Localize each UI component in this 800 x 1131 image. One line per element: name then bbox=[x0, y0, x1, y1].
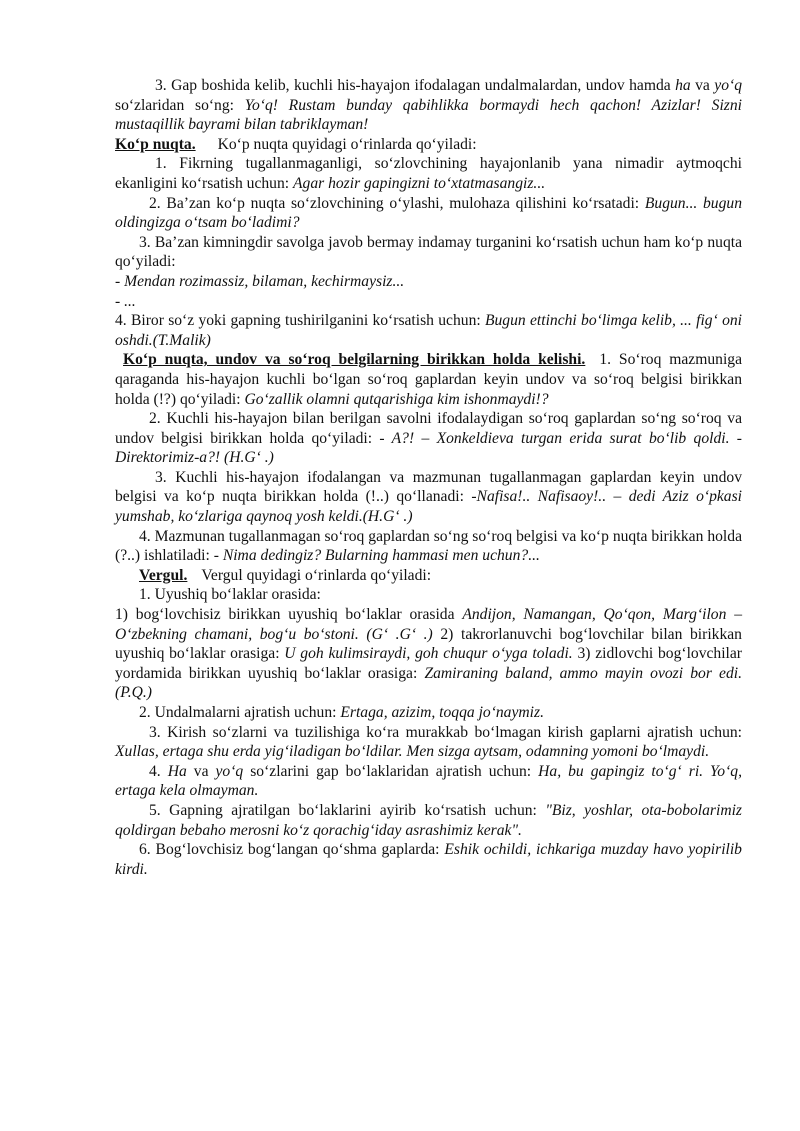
rule-text: 2. Ba’zan ko‘p nuqta so‘zlovchining o‘ylashi, mulohaza qilishini ko‘rsatadi: bbox=[149, 194, 645, 212]
rule-text: 3. Kirish so‘zlarni va tuzilishiga ko‘ra murakkab bo‘lmagan kirish gaplarni ajratish uchun: bbox=[149, 723, 742, 741]
example-text: Zamiraning baland, ammo mayin ovozi bor edi. (P.Q.) bbox=[115, 664, 742, 702]
rule-text: 3. Kuchli his-hayajon ifodalangan va mazmunan tugallanmagan gaplardan keyin undov belgisi va ko‘p nuqta birikkan holda (!..) qo‘llanadi: bbox=[115, 468, 742, 506]
kop-nuqta-heading-line bbox=[115, 135, 742, 155]
kop-nuqta-rule-3 bbox=[115, 233, 742, 272]
example-text: Bugun... bugun oldingizga o‘tsam bo‘ladimi? bbox=[115, 194, 742, 232]
vergul-rule-6 bbox=[115, 840, 742, 879]
rule-text: 4. Biror so‘z yoki gapning tushirilganini ko‘rsatish uchun: bbox=[115, 312, 485, 330]
example-text: Agar hozir gapingizni to‘xtatmasangiz... bbox=[293, 174, 546, 192]
word-yoq: yo‘q bbox=[714, 77, 742, 94]
vergul-rule-1-items bbox=[115, 605, 742, 703]
example-text: Xullas, ertaga shu erda yig‘iladigan bo‘ldilar. Men sizga aytsam, odamning yomoni bo‘lmaydi. bbox=[115, 743, 710, 761]
rule-text: 1. Fikrning tugallanmaganligi, so‘zlovchining hayajonlanib yana nimadir aytmoqchi ekanligini ko‘rsatish uchun: bbox=[115, 155, 742, 192]
birikkan-heading-paragraph bbox=[115, 350, 742, 409]
kop-nuqta-rule-4 bbox=[115, 311, 742, 350]
example-text: - A?! – Xonkeldieva turgan erida surat bo‘lib qoldi. - Direktorimiz-a?! (H.G‘ .) bbox=[115, 429, 742, 467]
dash: - bbox=[115, 292, 125, 310]
example-text: ... bbox=[124, 292, 136, 310]
conjunction: va bbox=[186, 762, 216, 780]
section-heading: Ko‘p nuqta. bbox=[115, 135, 196, 153]
rule-text: 3. Ba’zan kimningdir savolga javob bermay indamay turganini ko‘rsatish uchun ham ko‘p nuqta qo‘yiladi: bbox=[115, 233, 742, 271]
birikkan-rule-3 bbox=[115, 468, 742, 527]
rule-text: 4. bbox=[149, 762, 168, 780]
example-text: Yo‘q! Rustam bunday qabihlikka bormaydi hech qachon! Azizlar! Sizni mustaqillik bayrami bilan tabriklayman! bbox=[115, 96, 742, 134]
rule-text: so‘zlarini gap bo‘laklaridan ajratish uchun: bbox=[243, 762, 539, 780]
example-text: Go‘zallik olamni qutqarishiga kim ishonmaydi!? bbox=[244, 390, 549, 408]
vergul-rule-2 bbox=[115, 703, 742, 723]
vergul-rule-1-title bbox=[115, 585, 742, 605]
example-text: Mendan rozimassiz, bilaman, kechirmaysiz... bbox=[124, 272, 405, 290]
rule-text: 6. Bog‘lovchisiz bog‘langan qo‘shma gaplarda: bbox=[139, 841, 445, 859]
vergul-rule-3 bbox=[115, 723, 742, 762]
dash: - bbox=[115, 272, 125, 290]
kop-nuqta-rule-2 bbox=[115, 194, 742, 233]
section-intro: Vergul quyidagi o‘rinlarda qo‘yiladi: bbox=[201, 566, 432, 584]
section-heading: Ko‘p nuqta, undov va so‘roq belgilarning birikkan holda kelishi. bbox=[123, 351, 586, 369]
rule-text: 4. Mazmunan tugallanmagan so‘roq gaplardan so‘ng so‘roq belgisi va ko‘p nuqta birikkan holda (?..) ishlatiladi: bbox=[115, 527, 742, 565]
conjunction: va bbox=[690, 77, 715, 94]
example-text: -Nafisa!.. Nafisaoy!.. – dedi Aziz o‘pkasi yumshab, ko‘zlariga qaynoq yosh keldi.(H.G‘ .) bbox=[115, 488, 742, 526]
vergul-rule-4 bbox=[115, 762, 742, 801]
rule-text: 3) zidlovchi bog‘lovchilar yordamida birikkan uyushiq bo‘laklar orasiga: bbox=[115, 645, 742, 682]
example-text: Ha, bu gapingiz to‘g‘ ri. Yo‘q, ertaga kela olmayman. bbox=[115, 762, 742, 800]
rule-text: 1) bog‘lovchisiz birikkan uyushiq bo‘laklar orasida bbox=[115, 606, 463, 624]
rule-text: 2) takrorlanuvchi bog‘lovchilar bilan birikkan uyushiq bo‘laklar orasiga: bbox=[115, 625, 742, 663]
example-text: Eshik ochildi, ichkariga muzday havo yopirilib kirdi. bbox=[115, 841, 742, 878]
birikkan-rule-4 bbox=[115, 527, 742, 566]
section-intro: Ko‘p nuqta quyidagi o‘rinlarda qo‘yiladi: bbox=[217, 135, 477, 153]
word-ha: ha bbox=[675, 77, 691, 94]
kop-nuqta-example-line-1 bbox=[115, 272, 742, 292]
example-text: U goh kulimsiraydi, goh chuqur o‘yga toladi. bbox=[284, 645, 573, 663]
rule-text: 2. Kuchli his-hayajon bilan berilgan savolni ifodalaydigan so‘roq gaplardan so‘ng so‘roq va undov belgisi birikkan holda qo‘yiladi: bbox=[115, 410, 742, 447]
vergul-heading-line bbox=[115, 566, 742, 586]
rule-text: 1. Uyushiq bo‘laklar orasida: bbox=[139, 586, 321, 604]
section-heading: Vergul. bbox=[139, 566, 188, 584]
kop-nuqta-rule-1 bbox=[115, 154, 742, 193]
paragraph-undalma-rule bbox=[115, 76, 742, 135]
example-text: Bugun ettinchi bo‘limga kelib, ... fig‘ oni oshdi.(T.Malik) bbox=[115, 312, 742, 349]
kop-nuqta-example-line-2 bbox=[115, 292, 742, 312]
example-text: Ertaga, azizim, toqqa jo‘naymiz. bbox=[340, 704, 544, 721]
word-yoq: yo‘q bbox=[215, 762, 244, 780]
word-ha: Ha bbox=[167, 762, 187, 780]
rule-text: 1. So‘roq mazmuniga qaraganda his-hayajon kuchli bo‘lgan so‘roq gaplardan keyin undov va so‘roq belgisi birikkan holda (!?) qo‘yiladi: bbox=[115, 351, 742, 408]
document-page bbox=[115, 76, 742, 879]
rule-text: so‘zlaridan so‘ng: bbox=[115, 96, 245, 114]
rule-text: 5. Gapning ajratilgan bo‘laklarini ayirib ko‘rsatish uchun: bbox=[149, 801, 546, 819]
vergul-rule-5 bbox=[115, 801, 742, 840]
example-text: - Nima dedingiz? Bularning hammasi men uchun?... bbox=[213, 547, 540, 565]
example-text: Andijon, Namangan, Qo‘qon, Marg‘ilon – O‘zbekning chamani, bog‘u bo‘stoni. (G‘ .G‘ .) bbox=[115, 606, 742, 643]
birikkan-rule-2 bbox=[115, 409, 742, 468]
example-text: "Biz, yoshlar, ota-bobolarimiz qoldirgan bebaho merosni ko‘z qorachig‘iday asrashimiz kerak". bbox=[115, 801, 742, 839]
rule-text: 3. Gap boshida kelib, kuchli his-hayajon ifodalagan undalmalardan, undov hamda bbox=[155, 77, 676, 94]
rule-text: 2. Undalmalarni ajratish uchun: bbox=[139, 704, 341, 721]
